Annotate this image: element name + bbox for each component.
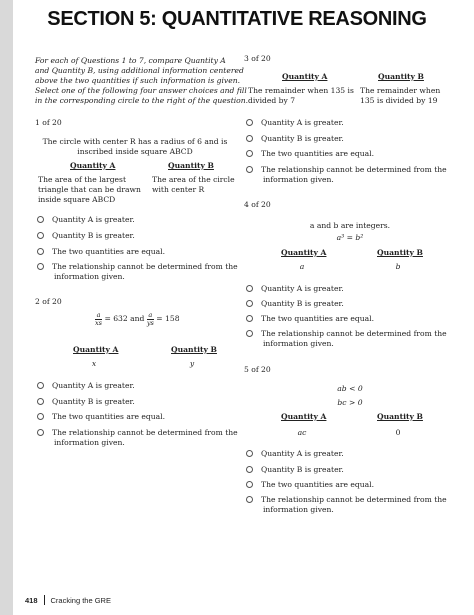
question-number: 2 of 20 — [35, 297, 62, 306]
radio-circle-icon[interactable] — [37, 248, 44, 255]
instructions-line: Select one of the following four answer choices and fill — [35, 86, 247, 95]
quantity-b-value: 0 — [395, 428, 401, 437]
question-info: ab < 0 — [337, 384, 363, 393]
answer-option-c[interactable]: The two quantities are equal. — [37, 412, 165, 422]
quantity-a-value: x — [91, 359, 97, 368]
radio-circle-icon[interactable] — [37, 413, 44, 420]
radio-circle-icon[interactable] — [246, 119, 253, 126]
quantity-b-value: b — [395, 262, 401, 271]
quantity-b-text: 135 is divided by 19 — [360, 96, 438, 105]
answer-option-d[interactable]: The relationship cannot be determined from the information given. — [37, 428, 238, 438]
question-number: 3 of 20 — [244, 54, 271, 63]
answer-option-d[interactable]: The relationship cannot be determined from the information given. — [246, 165, 447, 175]
quantity-a-text: The area of the largest — [38, 175, 126, 184]
instructions-line: above the two quantities if such information is given. — [35, 76, 241, 85]
footer-divider — [44, 595, 45, 605]
question-info: a and b are integers. — [309, 221, 391, 230]
quantity-a-heading: Quantity A — [281, 248, 327, 257]
radio-circle-icon[interactable] — [37, 382, 44, 389]
radio-circle-icon[interactable] — [246, 450, 253, 457]
quantity-b-text: The area of the circle — [152, 175, 235, 184]
instructions-line: in the corresponding circle to the right of the question. — [35, 96, 249, 105]
answer-option-b[interactable]: Quantity B is greater. — [37, 231, 135, 241]
answer-option-a[interactable]: Quantity A is greater. — [246, 284, 344, 294]
radio-circle-icon[interactable] — [246, 481, 253, 488]
page-edge-bar — [0, 0, 13, 615]
radio-circle-icon[interactable] — [246, 496, 253, 503]
radio-circle-icon[interactable] — [246, 315, 253, 322]
answer-option-b[interactable]: Quantity B is greater. — [246, 299, 344, 309]
quantity-b-heading: Quantity B — [168, 161, 214, 170]
question-info: a³ = b² — [336, 233, 364, 242]
quantity-a-heading: Quantity A — [282, 72, 328, 81]
radio-circle-icon[interactable] — [246, 166, 253, 173]
question-info: bc > 0 — [337, 398, 363, 407]
question-info: inscribed inside square ABCD — [77, 147, 193, 156]
radio-circle-icon[interactable] — [246, 466, 253, 473]
instructions-line: For each of Questions 1 to 7, compare Quantity A — [35, 56, 226, 65]
instructions-line: and Quantity B, using additional information centered — [35, 66, 244, 75]
answer-option-b[interactable]: Quantity B is greater. — [37, 397, 135, 407]
question-number: 5 of 20 — [244, 365, 271, 374]
radio-circle-icon[interactable] — [246, 330, 253, 337]
quantity-a-value: ac — [297, 428, 307, 437]
quantity-a-value: a — [299, 262, 305, 271]
quantity-b-heading: Quantity B — [171, 345, 217, 354]
quantity-a-text: The remainder when 135 is — [248, 86, 354, 95]
page-footer — [25, 595, 111, 605]
answer-option-d[interactable]: The relationship cannot be determined from the information given. — [37, 262, 238, 272]
quantity-a-heading: Quantity A — [73, 345, 119, 354]
quantity-b-text: with center R — [152, 185, 205, 194]
answer-option-b[interactable]: Quantity B is greater. — [246, 465, 344, 475]
quantity-b-value: y — [189, 359, 195, 368]
quantity-a-heading: Quantity A — [281, 412, 327, 421]
radio-circle-icon[interactable] — [37, 232, 44, 239]
radio-circle-icon[interactable] — [246, 300, 253, 307]
radio-circle-icon[interactable] — [37, 216, 44, 223]
radio-circle-icon[interactable] — [246, 150, 253, 157]
answer-option-a[interactable]: Quantity A is greater. — [37, 381, 135, 391]
quantity-a-heading: Quantity A — [70, 161, 116, 170]
answer-option-a[interactable]: Quantity A is greater. — [246, 118, 344, 128]
radio-circle-icon[interactable] — [246, 135, 253, 142]
question-number: 1 of 20 — [35, 118, 62, 127]
answer-option-d[interactable]: The relationship cannot be determined from the information given. — [246, 329, 447, 339]
quantity-b-heading: Quantity B — [377, 248, 423, 257]
section-title: SECTION 5: QUANTITATIVE REASONING — [47, 8, 427, 30]
quantity-a-text: triangle that can be drawn — [38, 185, 141, 194]
answer-option-a[interactable]: Quantity A is greater. — [246, 449, 344, 459]
question-info: The circle with center R has a radius of 6 and is — [42, 137, 228, 146]
answer-option-b[interactable]: Quantity B is greater. — [246, 134, 344, 144]
radio-circle-icon[interactable] — [37, 263, 44, 270]
question-number: 4 of 20 — [244, 200, 271, 209]
answer-option-c[interactable]: The two quantities are equal. — [246, 149, 374, 159]
answer-option-c[interactable]: The two quantities are equal. — [246, 480, 374, 490]
question-equation: $\frac{a}{xs}$ = 632 and $\frac{a}{ys}$ = 158 — [95, 310, 180, 327]
quantity-b-text: The remainder when — [360, 86, 441, 95]
radio-circle-icon[interactable] — [37, 398, 44, 405]
answer-option-c[interactable]: The two quantities are equal. — [37, 247, 165, 257]
radio-circle-icon[interactable] — [37, 429, 44, 436]
quantity-b-heading: Quantity B — [377, 412, 423, 421]
quantity-b-heading: Quantity B — [378, 72, 424, 81]
quantity-a-text: divided by 7 — [248, 96, 296, 105]
quantity-a-text: inside square ABCD — [38, 195, 116, 204]
answer-option-d[interactable]: The relationship cannot be determined from the information given. — [246, 495, 447, 505]
book-title: Cracking the GRE — [50, 596, 111, 605]
radio-circle-icon[interactable] — [246, 285, 253, 292]
answer-option-a[interactable]: Quantity A is greater. — [37, 215, 135, 225]
page-number: 418 — [25, 596, 38, 605]
answer-option-c[interactable]: The two quantities are equal. — [246, 314, 374, 324]
